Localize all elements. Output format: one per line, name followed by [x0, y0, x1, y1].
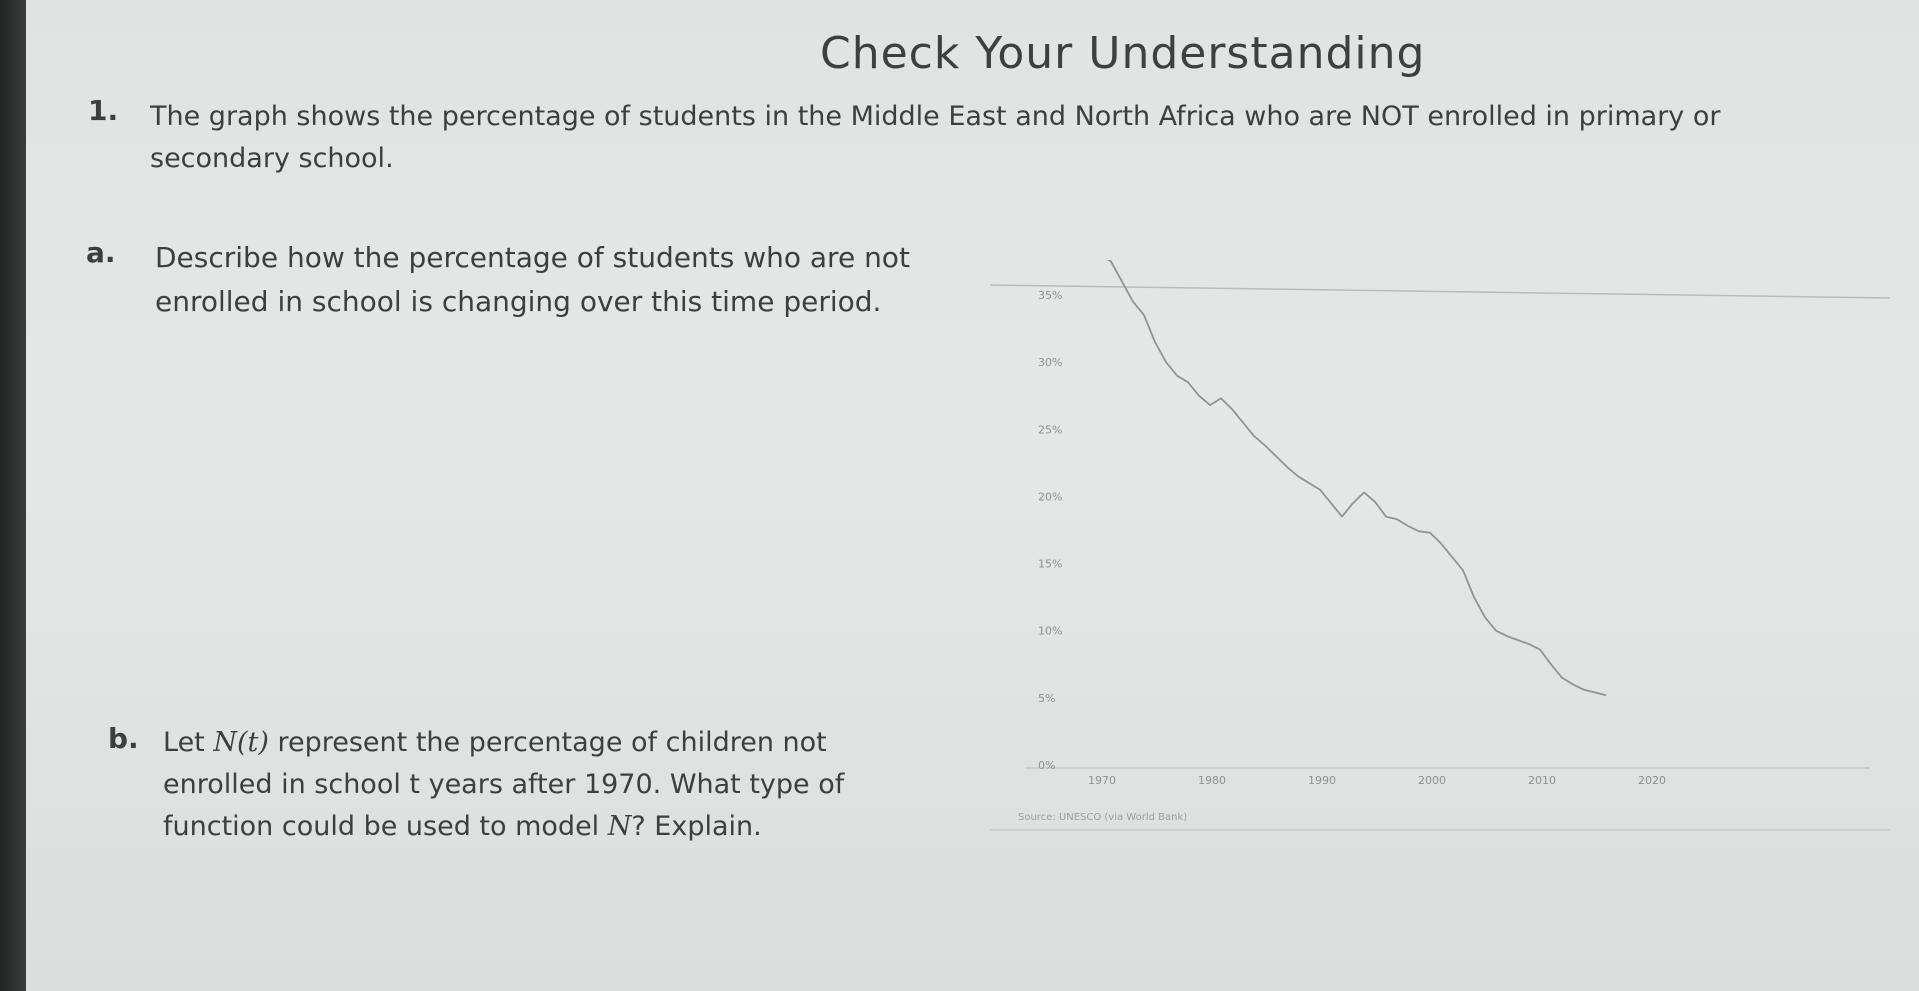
x-tick-label: 2000	[1418, 774, 1446, 787]
y-tick-labels	[1038, 289, 1062, 772]
y-tick-label: 10%	[1038, 624, 1063, 638]
part-b-variable-1: N(t)	[213, 727, 269, 758]
y-tick-label: 20%	[1038, 490, 1063, 504]
series-line	[1100, 260, 1606, 695]
y-tick-label: 35%	[1038, 289, 1063, 302]
x-tick-labels	[1088, 774, 1666, 787]
part-a-text: Describe how the percentage of students who are not enrolled in school is changing over this time period.	[155, 241, 910, 318]
y-tick-label: 5%	[1038, 691, 1056, 705]
part-b-text	[163, 722, 923, 848]
y-tick-label: 0%	[1038, 759, 1056, 772]
part-b-text-2: represent the percentage of children not enrolled in school t years after 1970. What type of function could be used to model	[163, 727, 845, 842]
part-b-variable-2: N	[607, 811, 632, 842]
page-title: Check Your Understanding	[820, 28, 1426, 79]
x-tick-label: 2010	[1528, 774, 1556, 787]
y-tick-label: 30%	[1038, 356, 1063, 370]
question-number: 1.	[88, 94, 119, 127]
chart-source-note: Source: UNESCO (via World Bank)	[1018, 812, 1188, 823]
y-tick-label: 15%	[1038, 557, 1063, 571]
part-b-text-3: ? Explain.	[631, 811, 762, 842]
x-tick-label: 1970	[1088, 774, 1116, 787]
page-shadow-edge	[0, 0, 26, 991]
part-a-label: a.	[86, 236, 116, 269]
question-text: The graph shows the percentage of students in the Middle East and North Africa who are NOT enrolled in primary or secondary school.	[150, 101, 1721, 174]
x-tick-label: 1980	[1198, 774, 1226, 787]
part-b-label: b.	[108, 722, 139, 755]
x-tick-label: 1990	[1308, 774, 1336, 787]
y-tick-label: 25%	[1038, 423, 1063, 437]
enrollment-line-chart	[990, 260, 1890, 840]
part-b-text-1: Let	[163, 727, 214, 758]
x-tick-label: 2020	[1638, 774, 1666, 787]
